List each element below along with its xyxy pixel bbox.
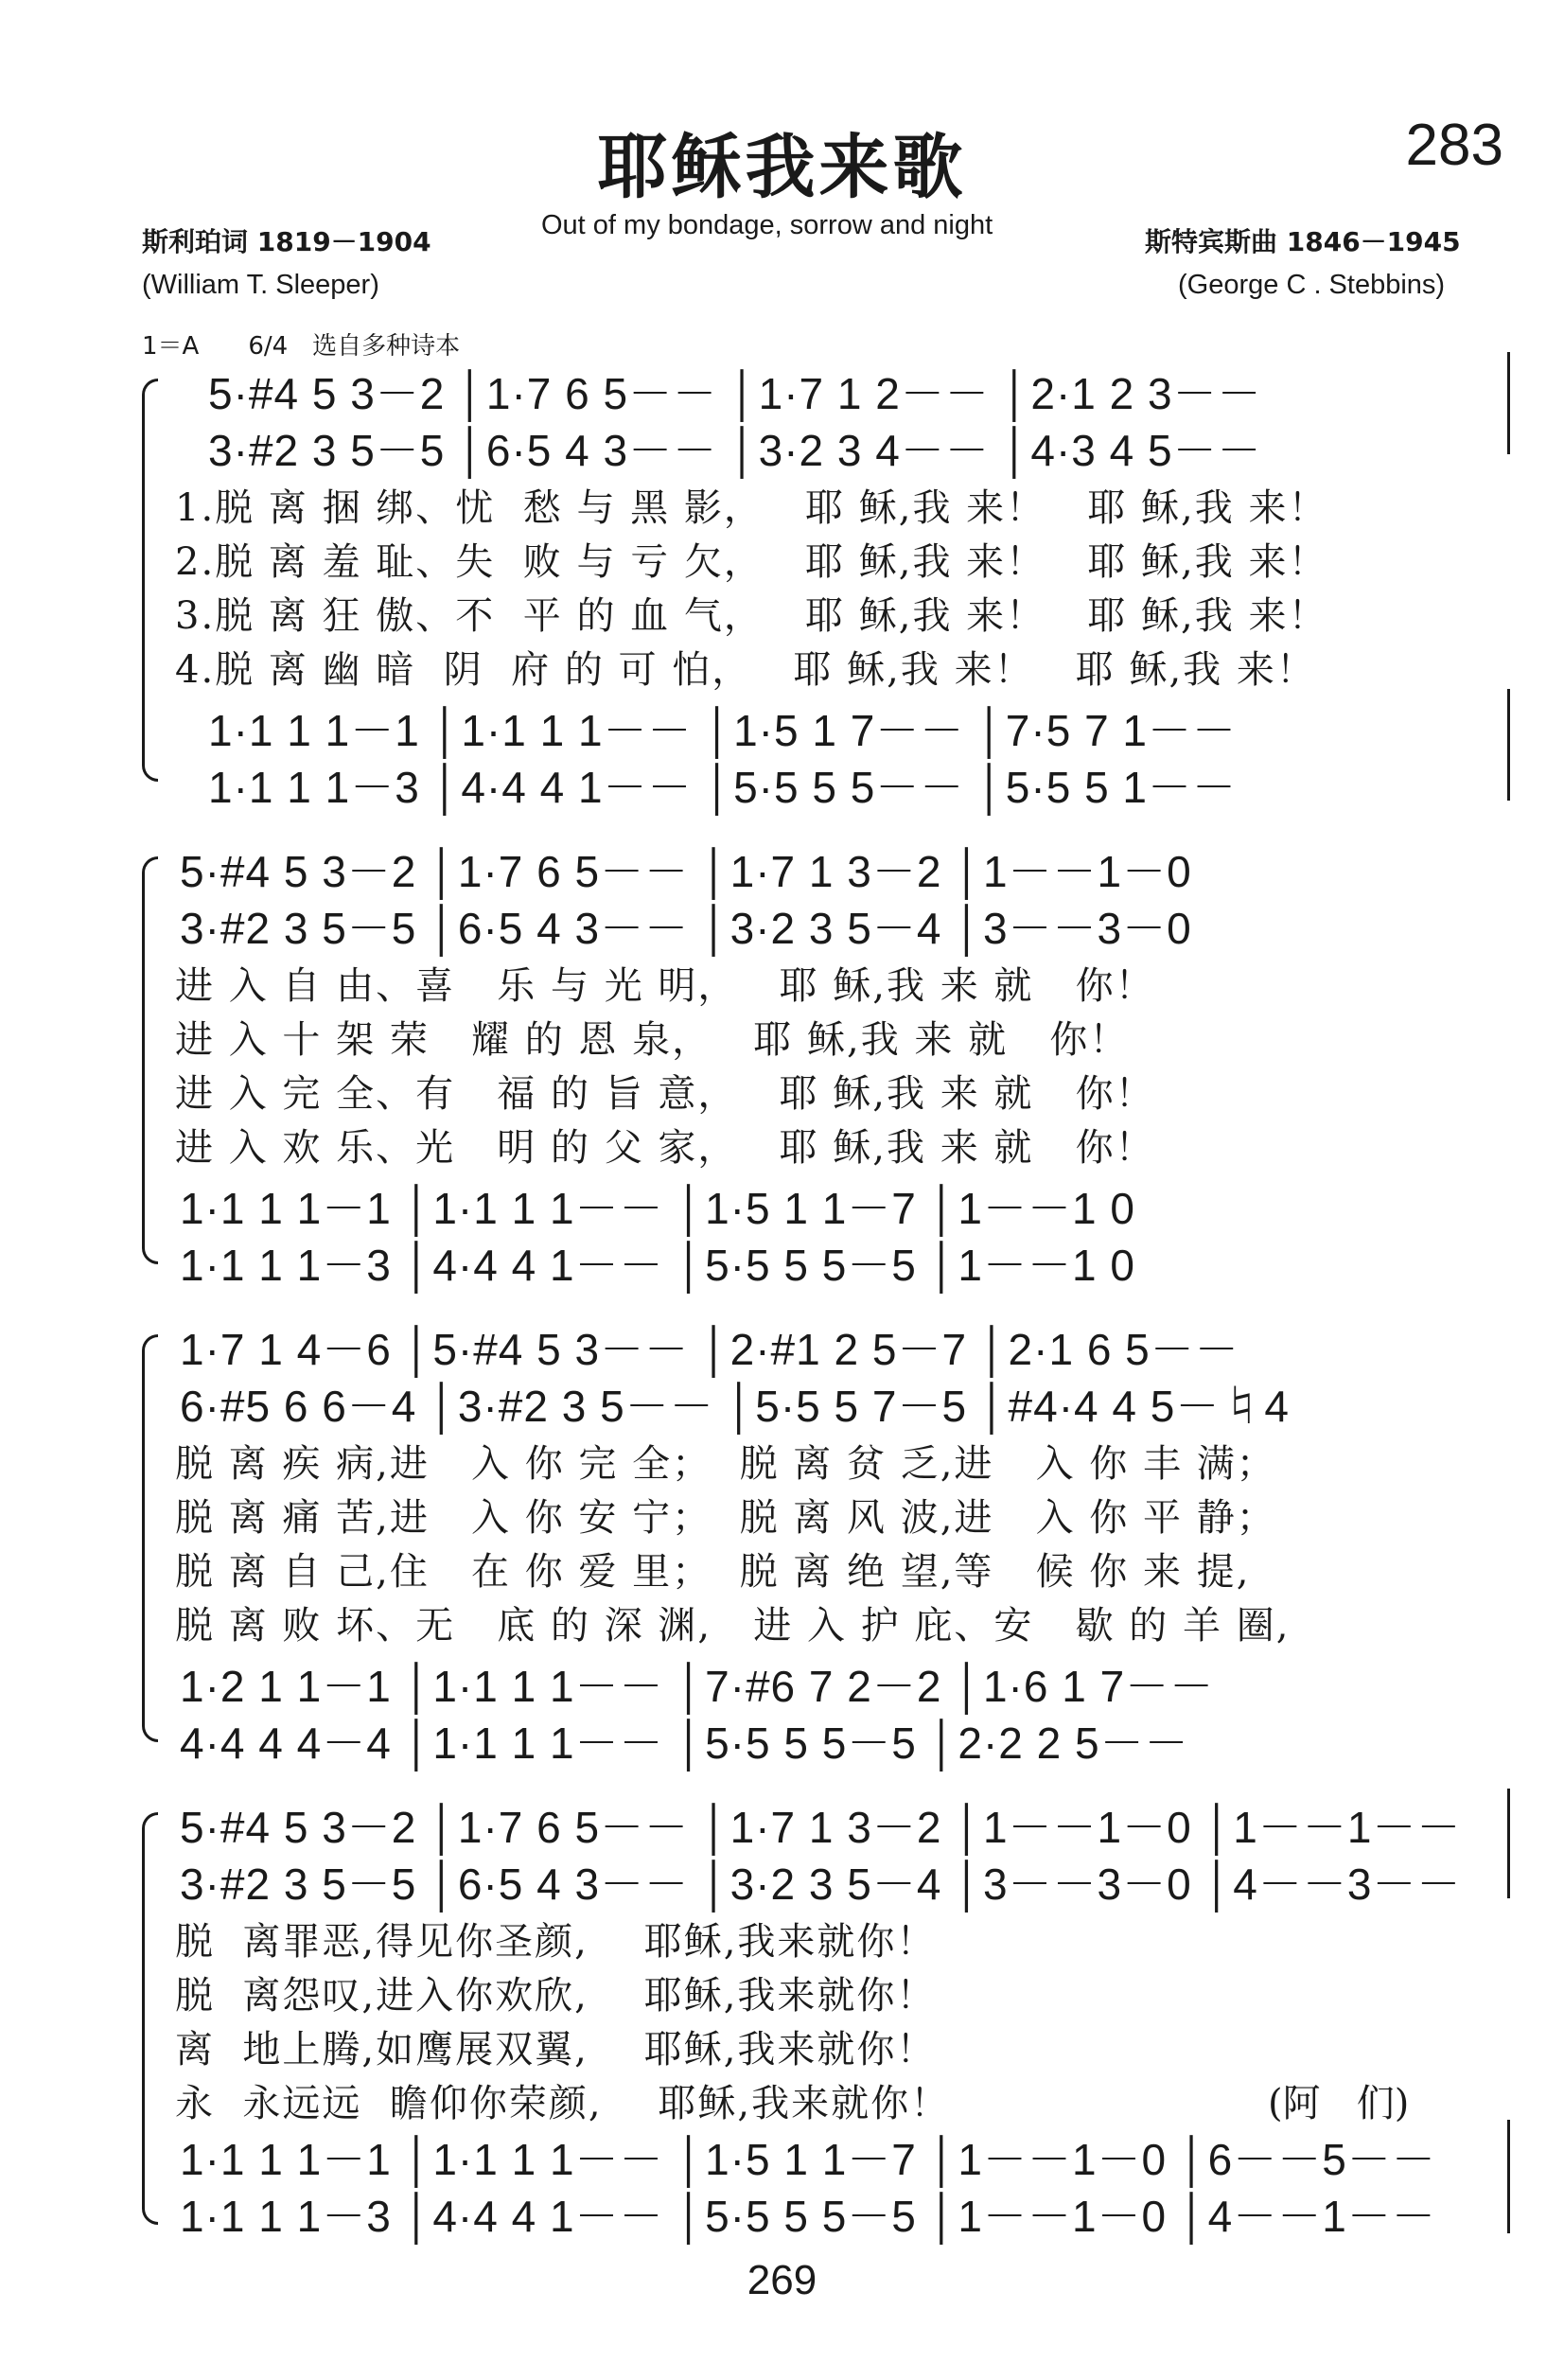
key-and-meter: 1＝A 6/4 选自多种诗本 xyxy=(142,332,461,361)
page-number: 269 xyxy=(747,2257,817,2303)
system-4-alto: 3·#2 3 5－5 │6·5 4 3－－ │3·2 3 5－4 │3－－3－0 │4－－3－－ xyxy=(180,1860,1462,1909)
system-4-verse-1: 脱 离罪恶,得见你圣颜, 耶稣,我来就你！ xyxy=(175,1920,937,1964)
system-4-end-barline-lower xyxy=(1507,2120,1510,2233)
lyricist-credit: 斯利珀词 1819－1904 xyxy=(142,226,431,257)
system-3-tenor: 1·2 1 1－1 │1·1 1 1－－ │7·#6 7 2－2 │1·6 1 7－－ xyxy=(180,1662,1215,1711)
system-3-alto: 6·#5 6 6－4 │3·#2 3 5－－ │5·5 5 7－5 │#4·4 4 5－♮4 xyxy=(180,1382,1290,1431)
system-2-soprano: 5·#4 5 3－2 │1·7 6 5－－ │1·7 1 3－2 │1－－1－0 xyxy=(180,847,1192,896)
composer-english-name: (George C . Stebbins) xyxy=(1178,270,1446,300)
system-4-verse-4: 永 永远远 瞻仰你荣颜, 耶稣,我来就你！ xyxy=(175,2082,951,2125)
system-3-soprano: 1·7 1 4－6 │5·#4 5 3－－ │2·#1 2 5－7 │2·1 6 5－－ xyxy=(180,1325,1239,1374)
system-3-verse-2: 脱 离 痛 苦,进 入 你 安 宁； 脱 离 风 波,进 入 你 平 静； xyxy=(175,1496,1276,1540)
system-2-bass: 1·1 1 1－3 │4·4 4 1－－ │5·5 5 5－5 │1－－1 0 xyxy=(180,1241,1135,1290)
amen-label: (阿 们) xyxy=(1268,2082,1410,2125)
lyricist-english-name: (William T. Sleeper) xyxy=(142,270,379,300)
system-4-end-barline-upper xyxy=(1507,1789,1510,1898)
system-2-verse-1: 进 入 自 由、喜 乐 与 光 明， 耶 稣,我 来 就 你！ xyxy=(175,964,1155,1008)
system-3-verse-1: 脱 离 疾 病,进 入 你 完 全； 脱 离 贫 乏,进 入 你 丰 满； xyxy=(175,1442,1276,1486)
system-1-verse-2: 2.脱 离 羞 耻、失 败 与 亏 欠， 耶 稣,我 来！ 耶 稣,我 来！ xyxy=(175,540,1328,584)
system-1-soprano: 5·#4 5 3－2 │1·7 6 5－－ │1·7 1 2－－ │2·1 2 3－－ xyxy=(208,369,1262,418)
hymn-title: 耶稣我来歌 xyxy=(597,127,967,208)
system-2-tenor: 1·1 1 1－1 │1·1 1 1－－ │1·5 1 1－7 │1－－1 0 xyxy=(180,1184,1135,1233)
system-1-verse-3: 3.脱 离 狂 傲、不 平 的 血 气， 耶 稣,我 来！ 耶 稣,我 来！ xyxy=(175,594,1328,638)
system-1-brace xyxy=(142,379,158,782)
system-2-verse-3: 进 入 完 全、有 福 的 旨 意， 耶 稣,我 来 就 你！ xyxy=(175,1072,1155,1116)
system-4-bass: 1·1 1 1－3 │4·4 4 1－－ │5·5 5 5－5 │1－－1－0 │4－－1－－ xyxy=(180,2192,1436,2241)
system-2-alto: 3·#2 3 5－5 │6·5 4 3－－ │3·2 3 5－4 │3－－3－0 xyxy=(180,904,1192,953)
english-first-line: Out of my bondage, sorrow and night xyxy=(541,210,993,240)
system-1-end-barline-upper xyxy=(1507,352,1510,454)
system-1-verse-1: 1.脱 离 捆 绑、忧 愁 与 黑 影， 耶 稣,我 来！ 耶 稣,我 来！ xyxy=(175,486,1328,530)
system-4-tenor: 1·1 1 1－1 │1·1 1 1－－ │1·5 1 1－7 │1－－1－0 │6－－5－－ xyxy=(180,2135,1436,2184)
system-3-verse-4: 脱 离 败 坏、无 底 的 深 渊, 进 入 护 庇、安 歇 的 羊 圈, xyxy=(175,1604,1291,1648)
system-1-verse-4: 4.脱 离 幽 暗 阴 府 的 可 怕， 耶 稣,我 来！ 耶 稣,我 来！ xyxy=(175,648,1316,692)
system-4-verse-2: 脱 离怨叹,进入你欢欣, 耶稣,我来就你！ xyxy=(175,1974,937,2018)
system-2-verse-4: 进 入 欢 乐、光 明 的 父 家， 耶 稣,我 来 就 你！ xyxy=(175,1126,1155,1170)
system-3-brace xyxy=(142,1334,158,1742)
system-2-verse-2: 进 入 十 架 荣 耀 的 恩 泉， 耶 稣,我 来 就 你！ xyxy=(175,1018,1130,1062)
system-4-brace xyxy=(142,1812,158,2225)
composer-credit: 斯特宾斯曲 1846－1945 xyxy=(1145,226,1461,257)
system-4-soprano: 5·#4 5 3－2 │1·7 6 5－－ │1·7 1 3－2 │1－－1－0 │1－－1－－ xyxy=(180,1803,1462,1852)
system-4-verse-3: 离 地上腾,如鹰展双翼, 耶稣,我来就你！ xyxy=(175,2028,937,2071)
system-1-bass: 1·1 1 1－3 │4·4 4 1－－ │5·5 5 5－－ │5·5 5 1－－ xyxy=(208,763,1238,812)
system-1-tenor: 1·1 1 1－1 │1·1 1 1－－ │1·5 1 7－－ │7·5 7 1－－ xyxy=(208,706,1238,755)
system-3-bass: 4·4 4 4－4 │1·1 1 1－－ │5·5 5 5－5 │2·2 2 5－－ xyxy=(180,1719,1189,1768)
system-3-verse-3: 脱 离 自 己,住 在 你 爱 里； 脱 离 绝 望,等 候 你 来 提, xyxy=(175,1550,1251,1594)
system-1-end-barline-lower xyxy=(1507,689,1510,801)
hymn-number: 283 xyxy=(1405,113,1503,178)
system-1-alto: 3·#2 3 5－5 │6·5 4 3－－ │3·2 3 4－－ │4·3 4 5－－ xyxy=(208,426,1262,475)
system-2-brace xyxy=(142,856,158,1264)
